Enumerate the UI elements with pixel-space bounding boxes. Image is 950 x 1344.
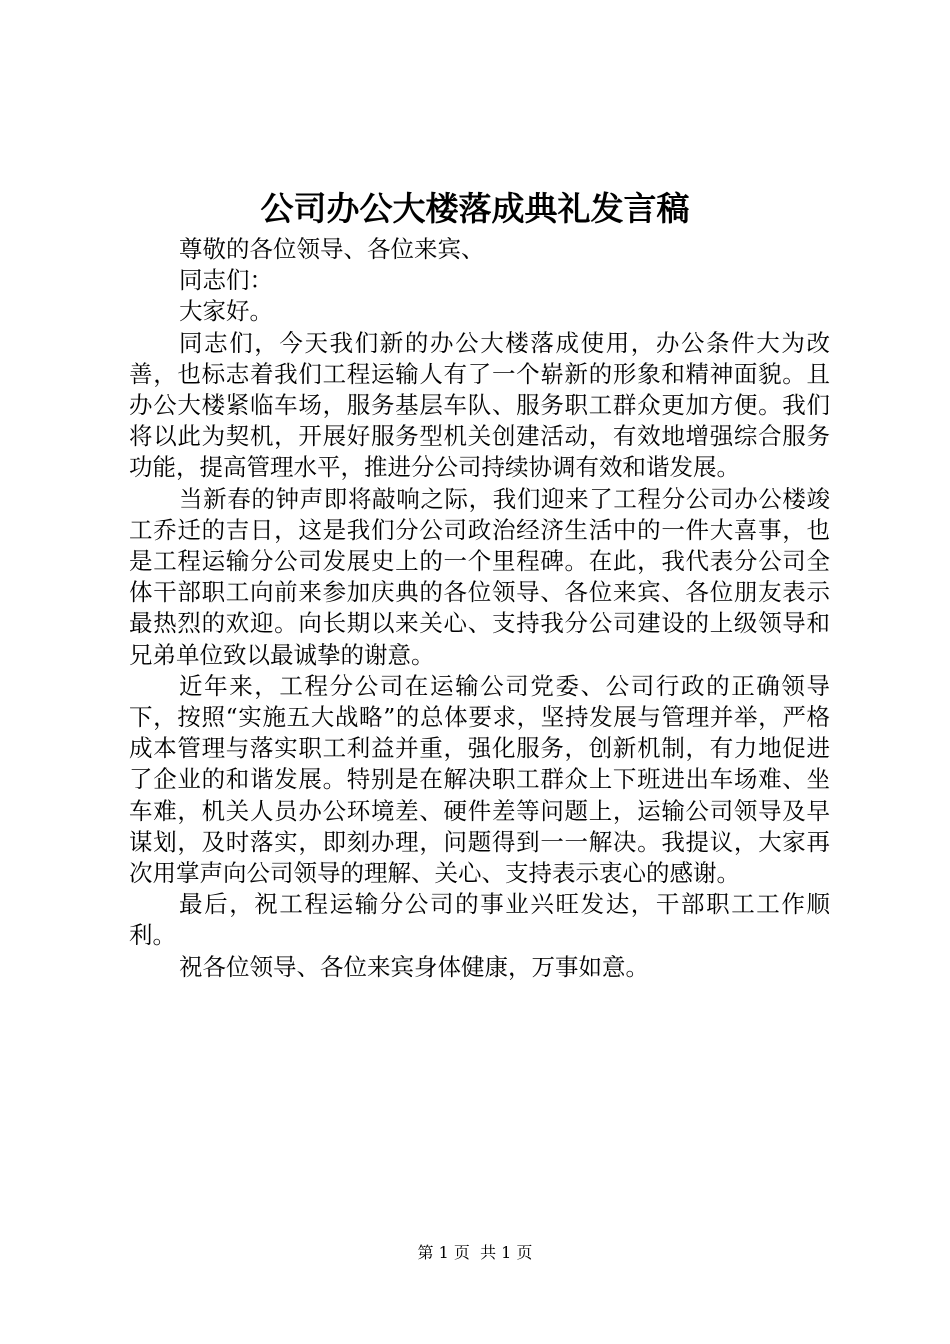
paragraph-closing-wish: 最后，祝工程运输分公司的事业兴旺发达，干部职工工作顺利。 xyxy=(129,890,830,950)
paragraph-salutation: 尊敬的各位领导、各位来宾、 xyxy=(179,235,485,263)
paragraph-recent-years: 近年来，工程分公司在运输公司党委、公司行政的正确领导下，按照“实施五大战略”的总体要求，坚持发展与管理并举，严格成本管理与落实职工利益并重，强化服务，创新机制，有力地促进了企业的和谐发展。特别是在解决职工群众上下班进出车场难、坐车难，机关人员办公环境差、硬件差等问题上，运输公司领导及早谋划，及时落实，即刻办理，问题得到一一解决。我提议，大家再次用掌声向公司领导的理解、关心、支持表示衷心的感谢。 xyxy=(129,671,830,888)
page-footer: 第 1 页 共 1 页 xyxy=(417,1243,533,1262)
paragraph-new-building: 同志们，今天我们新的办公大楼落成使用，办公条件大为改善，也标志着我们工程运输人有了一个崭新的形象和精神面貌。且办公大楼紧临车场，服务基层车队、服务职工群众更加方便。我们将以此为契机，开展好服务型机关创建活动，有效地增强综合服务功能，提高管理水平，推进分公司持续协调有效和谐发展。 xyxy=(129,328,830,482)
paragraph-final-blessing: 祝各位领导、各位来宾身体健康，万事如意。 xyxy=(179,952,649,981)
paragraph-greeting: 大家好。 xyxy=(179,297,273,326)
document-title: 公司办公大楼落成典礼发言稿 xyxy=(260,189,690,228)
document-body xyxy=(129,234,830,983)
paragraph-celebration: 当新春的钟声即将敲响之际，我们迎来了工程分公司办公楼竣工乔迁的吉日，这是我们分公司政治经济生活中的一件大喜事，也是工程运输分公司发展史上的一个里程碑。在此，我代表分公司全体干部职工向前来参加庆典的各位领导、各位来宾、各位朋友表示最热烈的欢迎。向长期以来关心、支持我分公司建设的上级领导和兄弟单位致以最诚挚的谢意。 xyxy=(129,484,830,669)
paragraph-comrades: 同志们： xyxy=(179,266,273,295)
